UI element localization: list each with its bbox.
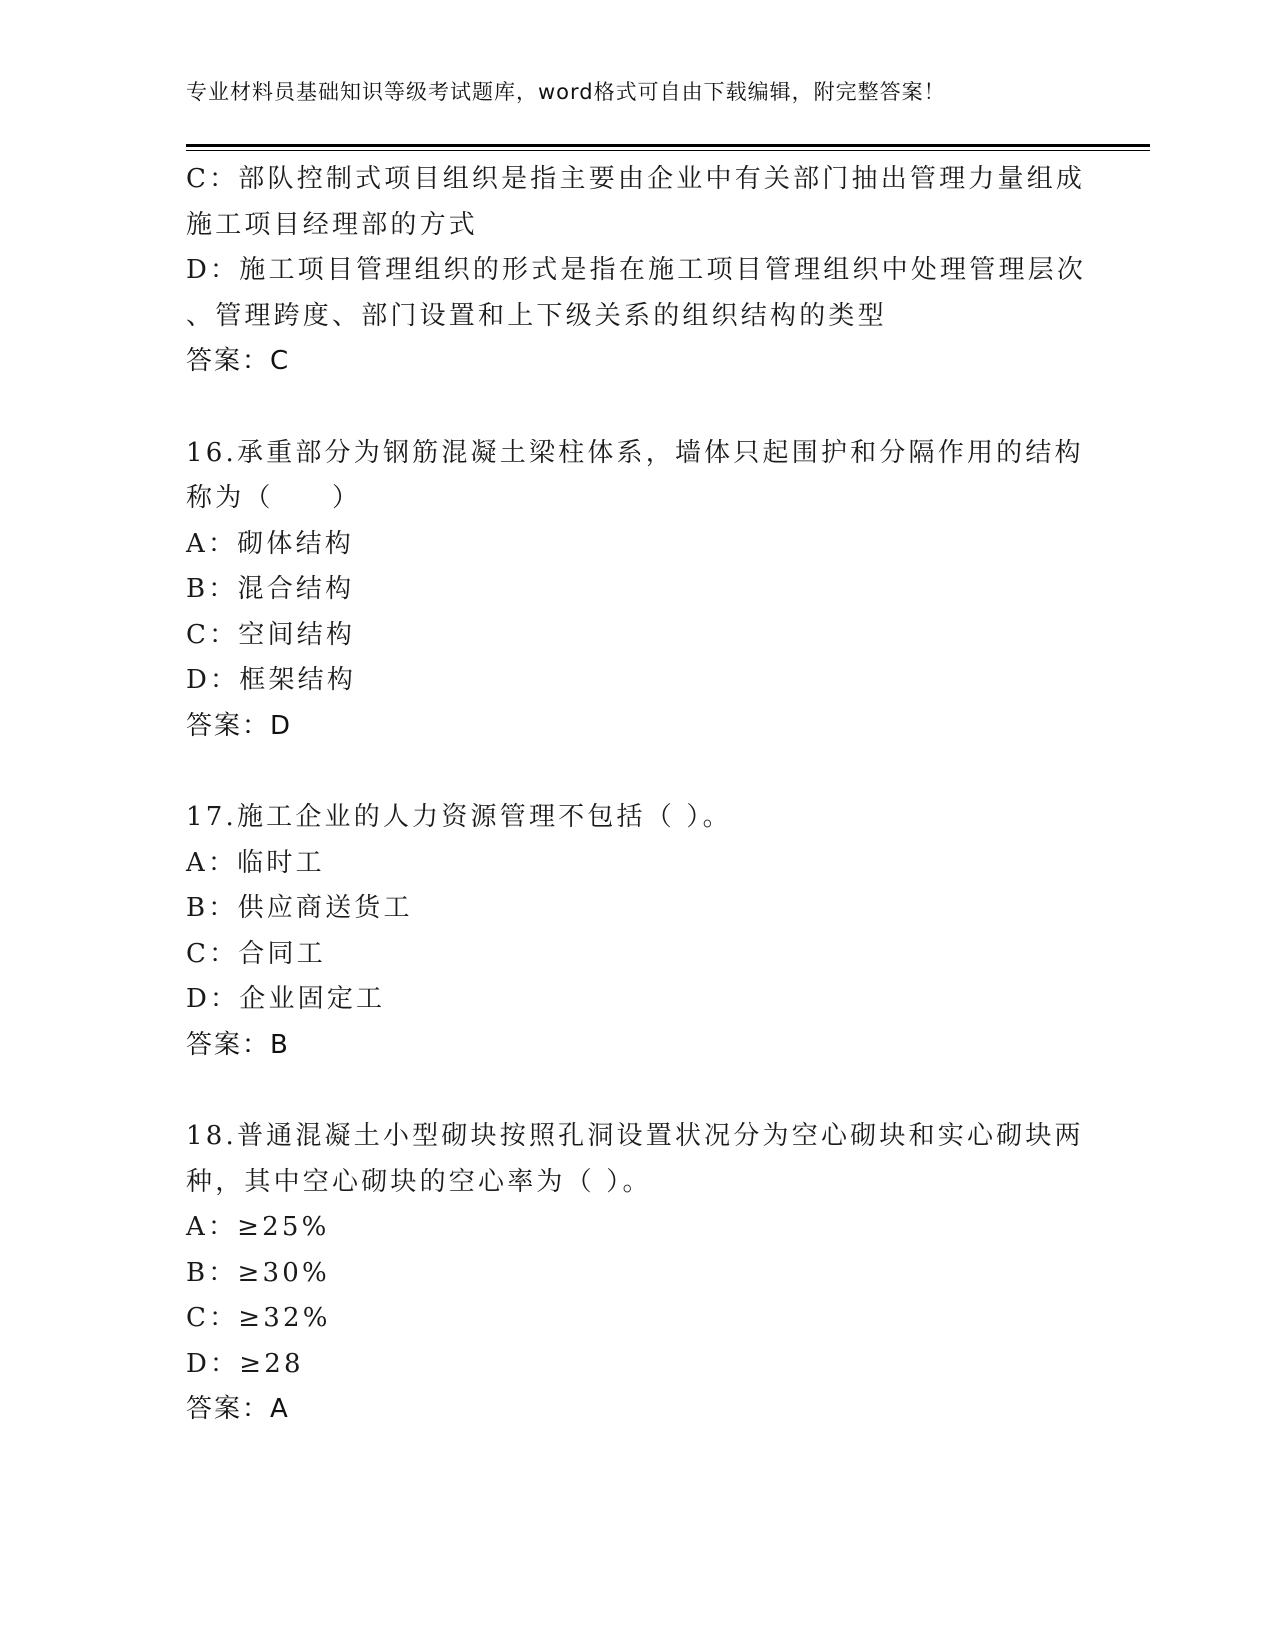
option-c: C：空间结构 [186, 619, 356, 650]
question-17 [186, 795, 1086, 1068]
option-c: C：≥32% [186, 1303, 331, 1333]
option-b: B：供应商送货工 [186, 893, 413, 923]
option-d: D：框架结构 [186, 665, 357, 695]
answer-label: 答案：A [186, 1394, 290, 1424]
question-stem: 18.普通混凝土小型砌块按照孔洞设置状况分为空心砌块和实心砌块两 [186, 1121, 1084, 1151]
question-spacer [186, 385, 1086, 431]
answer-label: 答案：C [186, 346, 291, 376]
question-spacer [186, 1068, 1086, 1114]
option-d-line: 、管理跨度、部门设置和上下级关系的组织结构的类型 [186, 300, 887, 331]
answer-label: 答案：B [186, 1029, 290, 1060]
option-b: B：混合结构 [186, 574, 355, 604]
option-a: A：砌体结构 [186, 528, 354, 559]
question-stem: 种，其中空心砌块的空心率为（ ）。 [186, 1166, 652, 1197]
option-c-line: 施工项目经理部的方式 [186, 209, 479, 240]
question-18 [186, 1114, 1086, 1433]
option-d-line: D：施工项目管理组织的形式是指在施工项目管理组织中处理管理层次 [186, 255, 1087, 285]
option-b: B：≥30% [186, 1257, 330, 1288]
option-d: D：企业固定工 [186, 984, 386, 1014]
question-15-continuation [186, 157, 1086, 385]
question-content [186, 157, 1086, 1433]
option-a: A：临时工 [186, 847, 325, 878]
option-a: A：≥25% [186, 1212, 330, 1242]
option-c-line: C：部队控制式项目组织是指主要由企业中有关部门抽出管理力量组成 [186, 164, 1086, 194]
page-header: 专业材料员基础知识等级考试题库，word格式可自由下载编辑，附完整答案！ [186, 80, 946, 104]
option-c: C：合同工 [186, 938, 326, 969]
header-rule-thin [186, 150, 1150, 151]
question-stem: 17.施工企业的人力资源管理不包括（ ）。 [186, 802, 732, 832]
option-d: D：≥28 [186, 1348, 304, 1379]
question-spacer [186, 749, 1086, 795]
header-rule-thick [186, 144, 1150, 147]
question-stem: 称为（ ） [186, 483, 362, 513]
question-stem: 16.承重部分为钢筋混凝土梁柱体系，墙体只起围护和分隔作用的结构 [186, 437, 1084, 468]
question-16 [186, 431, 1086, 750]
answer-label: 答案：D [186, 710, 293, 741]
